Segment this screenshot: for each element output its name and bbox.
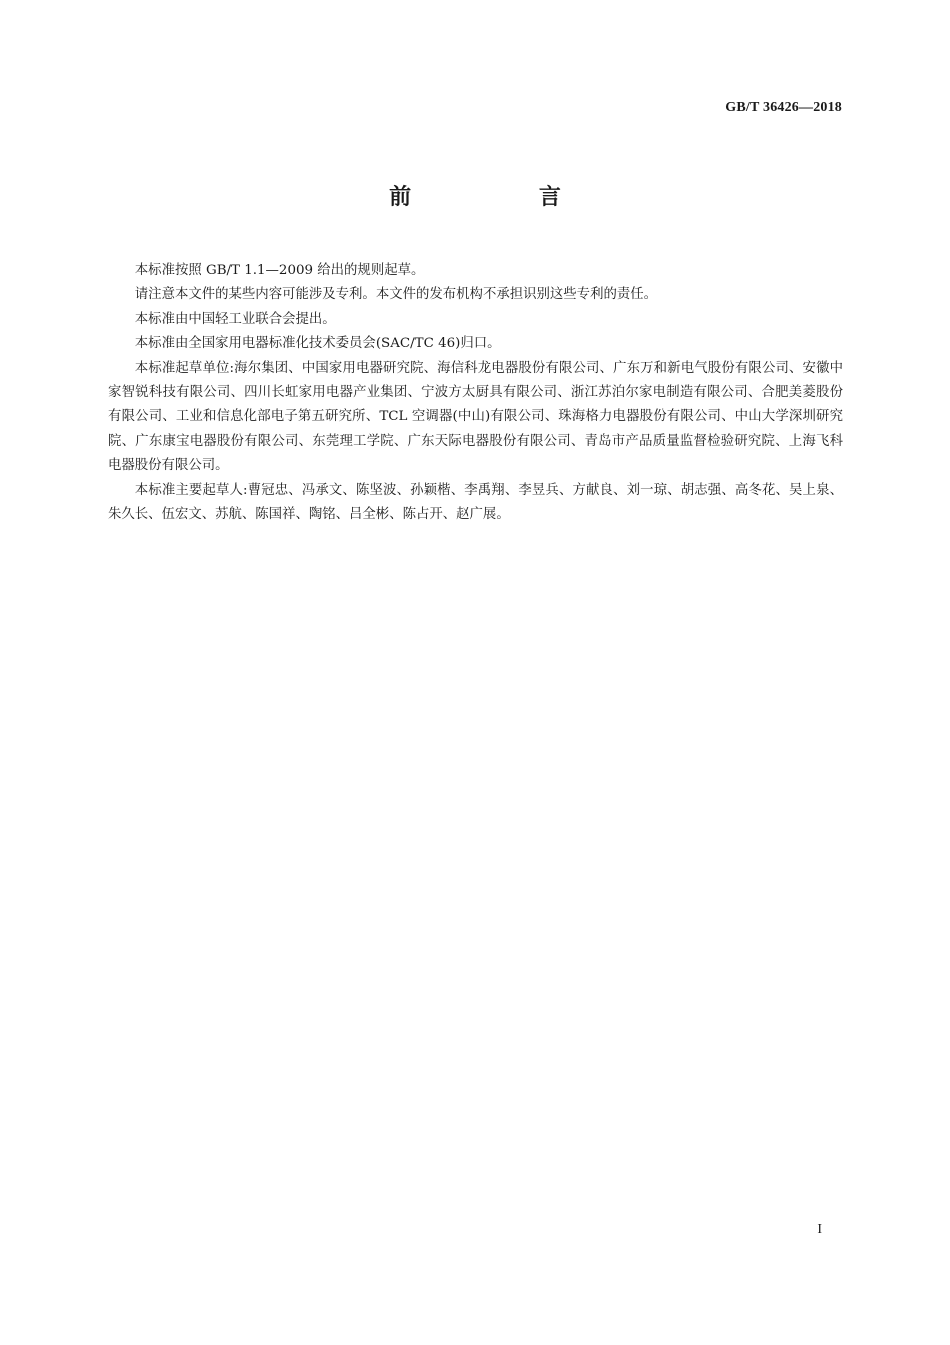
paragraph-proposer: 本标准由中国轻工业联合会提出。	[134, 311, 336, 327]
standard-code-header: GB/T 36426—2018	[725, 100, 842, 115]
section-title: 前 言	[389, 185, 621, 210]
foreword-body	[108, 259, 843, 527]
paragraph-main-drafters: 本标准主要起草人:曹冠忠、冯承文、陈坚波、孙颖楷、李禹翔、李昱兵、方献良、刘一琼、胡志强、高冬花、吴上泉、朱久长、伍宏文、苏航、陈国祥、陶铭、吕全彬、陈占开、赵广展。	[108, 482, 843, 523]
paragraph-drafting-units: 本标准起草单位:海尔集团、中国家用电器研究院、海信科龙电器股份有限公司、广东万和新电气股份有限公司、安徽中家智锐科技有限公司、四川长虹家用电器产业集团、宁波方太厨具有限公司、浙江苏泊尔家电制造有限公司、合肥美菱股份有限公司、工业和信息化部电子第五研究所、TCL 空调器(中山)有限公司、珠海格力电器股份有限公司、中山大学深圳研究院、广东康宝电器股份有限公司、东莞理工学院、广东天际电器股份有限公司、青岛市产品质量监督检验研究院、上海飞科电器股份有限公司。	[108, 360, 843, 474]
paragraph-drafting-rules: 本标准按照 GB/T 1.1—2009 给出的规则起草。	[134, 263, 425, 278]
paragraph-patent-notice: 请注意本文件的某些内容可能涉及专利。本文件的发布机构不承担识别这些专利的责任。	[134, 287, 658, 303]
page-number: I	[817, 1222, 822, 1237]
paragraph-centralized-management: 本标准由全国家用电器标准化技术委员会(SAC/TC 46)归口。	[134, 336, 501, 352]
